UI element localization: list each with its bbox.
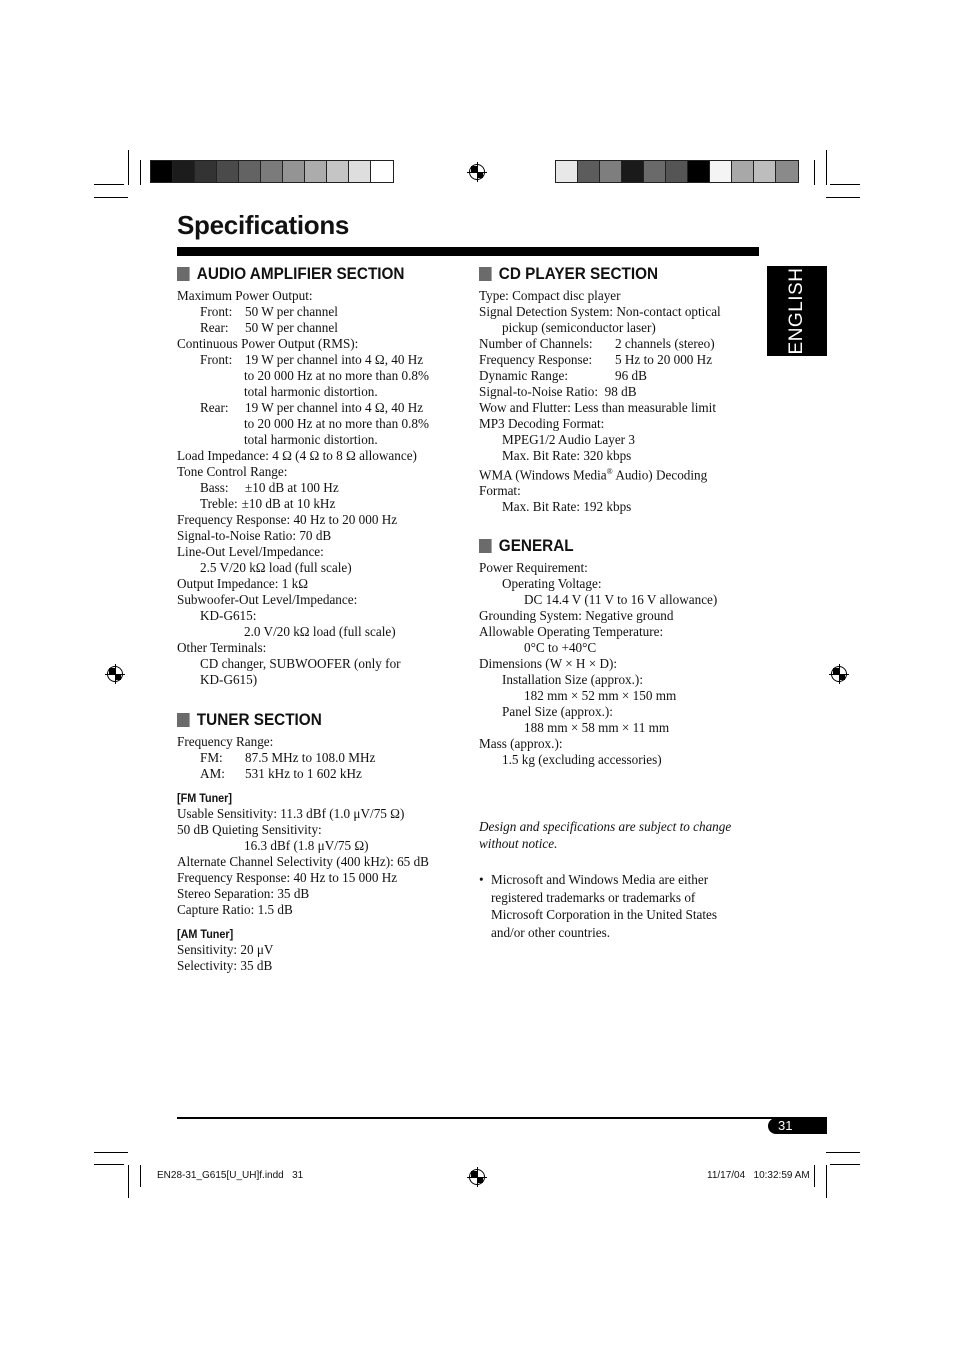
spec-line: 50 dB Quieting Sensitivity:: [177, 822, 322, 837]
color-swatch: [578, 161, 600, 182]
page-number: 31: [768, 1118, 827, 1134]
general-heading: GENERAL: [479, 534, 740, 558]
page-title: Specifications: [177, 210, 350, 240]
language-tab-label: ENGLISH: [786, 267, 807, 355]
spec-line: Alternate Channel Selectivity (400 kHz): 65 dB: [177, 854, 429, 869]
color-swatch: [305, 161, 327, 182]
left-column: [177, 262, 472, 974]
spec-line: Grounding System: Negative ground: [479, 608, 674, 624]
registration-mark-icon: [831, 666, 847, 682]
color-swatch: [556, 161, 578, 182]
spec-line: Frequency Response: 40 Hz to 15 000 Hz: [177, 870, 398, 885]
spec-row: Dynamic Range: 96 dB: [479, 368, 647, 383]
spec-row: Front: 50 W per channel: [200, 304, 338, 319]
title-rule: [177, 247, 759, 256]
spec-line: Signal-to-Noise Ratio: 98 dB: [479, 384, 637, 399]
spec-row: AM: 531 kHz to 1 602 kHz: [200, 766, 362, 781]
cd-player-heading: CD PLAYER SECTION: [479, 262, 740, 286]
color-swatch: [688, 161, 710, 182]
spec-line: KD-G615:: [200, 608, 257, 623]
spec-line: DC 14.4 V (11 V to 16 V allowance): [524, 592, 718, 608]
spec-line: Sensitivity: 20 μV: [177, 942, 274, 957]
registration-mark-icon: [469, 1169, 485, 1185]
spec-line: Max. Bit Rate: 192 kbps: [502, 499, 632, 515]
spec-line: Format:: [479, 483, 521, 499]
color-calibration-bar-right: [555, 160, 799, 183]
color-swatch: [622, 161, 644, 182]
color-swatch: [283, 161, 305, 182]
spec-line: Wow and Flutter: Less than measurable limit: [479, 400, 716, 415]
color-swatch: [217, 161, 239, 182]
spec-line: Frequency Range:: [177, 734, 274, 749]
spec-line: MPEG1/2 Audio Layer 3: [502, 432, 635, 447]
color-swatch: [600, 161, 622, 182]
spec-row: FM: 87.5 MHz to 108.0 MHz: [200, 750, 376, 765]
spec-row: Rear: 50 W per channel: [200, 320, 338, 335]
spec-line: to 20 000 Hz at no more than 0.8%: [244, 416, 429, 431]
spec-line: Signal Detection System: Non-contact optical: [479, 304, 721, 319]
spec-line: Installation Size (approx.):: [502, 672, 643, 688]
spec-line: 16.3 dBf (1.8 μV/75 Ω): [244, 838, 369, 853]
color-swatch: [327, 161, 349, 182]
spec-line: total harmonic distortion.: [244, 384, 378, 399]
right-column: [479, 262, 769, 941]
tuner-heading: TUNER SECTION: [177, 708, 443, 732]
section-box-icon: [177, 267, 190, 281]
color-swatch: [710, 161, 732, 182]
spec-line: Dimensions (W × H × D):: [479, 656, 618, 672]
spec-line: Panel Size (approx.):: [502, 704, 613, 720]
spec-row: Front: 19 W per channel into 4 Ω, 40 Hz: [200, 352, 424, 367]
spec-line: CD changer, SUBWOOFER (only for: [200, 656, 401, 671]
bottom-rule: [177, 1117, 827, 1119]
footer-filename: EN28-31_G615[U_UH]f.indd 31: [157, 1170, 304, 1181]
spec-line: 1.5 kg (excluding accessories): [502, 752, 662, 768]
audio-amplifier-heading: AUDIO AMPLIFIER SECTION: [177, 262, 443, 286]
spec-line: KD-G615): [200, 672, 258, 687]
spec-line: Tone Control Range:: [177, 464, 288, 479]
registration-mark-icon: [469, 164, 485, 180]
trademark-note: • Microsoft and Windows Media are either registered trademarks or trademarks of Microsoft Corporation in the United States and/or other countries.: [479, 872, 717, 940]
spec-line: 2.5 V/20 kΩ load (full scale): [200, 560, 352, 575]
color-swatch: [261, 161, 283, 182]
spec-line: total harmonic distortion.: [244, 432, 378, 447]
spec-line: Load Impedance: 4 Ω (4 Ω to 8 Ω allowance): [177, 448, 417, 463]
color-swatch: [173, 161, 195, 182]
color-swatch: [195, 161, 217, 182]
spec-line: Usable Sensitivity: 11.3 dBf (1.0 μV/75 Ω): [177, 806, 405, 821]
change-notice: Design and specifications are subject to change without notice.: [479, 819, 732, 852]
spec-line: Selectivity: 35 dB: [177, 958, 273, 973]
spec-line: MP3 Decoding Format:: [479, 416, 605, 431]
color-swatch: [776, 161, 798, 182]
color-swatch: [644, 161, 666, 182]
spec-line: to 20 000 Hz at no more than 0.8%: [244, 368, 429, 383]
spec-line: 182 mm × 52 mm × 150 mm: [524, 688, 677, 704]
spec-row: Number of Channels: 2 channels (stereo): [479, 336, 715, 351]
spec-line: Subwoofer-Out Level/Impedance:: [177, 592, 358, 607]
am-tuner-subheading: [AM Tuner]: [177, 927, 234, 941]
section-box-icon: [479, 267, 492, 281]
spec-line: Mass (approx.):: [479, 736, 563, 752]
registered-mark: ®: [606, 467, 613, 476]
spec-line: Operating Voltage:: [502, 576, 602, 592]
color-swatch: [754, 161, 776, 182]
color-swatch: [151, 161, 173, 182]
spec-row: Bass: ±10 dB at 100 Hz: [200, 480, 339, 495]
color-swatch: [666, 161, 688, 182]
spec-row: Rear: 19 W per channel into 4 Ω, 40 Hz: [200, 400, 424, 415]
registration-mark-icon: [107, 666, 123, 682]
spec-line: 188 mm × 58 mm × 11 mm: [524, 720, 670, 736]
spec-row: Frequency Response: 5 Hz to 20 000 Hz: [479, 352, 713, 367]
spec-line: pickup (semiconductor laser): [502, 320, 656, 335]
color-calibration-bar-left: [150, 160, 394, 183]
color-swatch: [732, 161, 754, 182]
fm-tuner-subheading: [FM Tuner]: [177, 791, 232, 805]
language-tab: [767, 266, 827, 356]
spec-line: Maximum Power Output:: [177, 288, 313, 303]
spec-line: Capture Ratio: 1.5 dB: [177, 902, 293, 917]
color-swatch: [239, 161, 261, 182]
section-box-icon: [177, 713, 190, 727]
spec-line: 2.0 V/20 kΩ load (full scale): [244, 624, 396, 639]
spec-line: Type: Compact disc player: [479, 288, 621, 303]
spec-line: Allowable Operating Temperature:: [479, 624, 664, 640]
spec-line: Output Impedance: 1 kΩ: [177, 576, 309, 591]
footer-timestamp: 11/17/04 10:32:59 AM: [707, 1170, 810, 1181]
spec-line: WMA (Windows Media® Audio) Decoding: [479, 467, 708, 483]
spec-line: Stereo Separation: 35 dB: [177, 886, 310, 901]
spec-line: Continuous Power Output (RMS):: [177, 336, 359, 351]
color-swatch: [371, 161, 393, 182]
spec-line: Signal-to-Noise Ratio: 70 dB: [177, 528, 332, 543]
spec-line: Power Requirement:: [479, 560, 588, 576]
spec-line: 0°C to +40°C: [524, 640, 597, 656]
spec-line: Line-Out Level/Impedance:: [177, 544, 324, 559]
spec-row: Treble: ±10 dB at 10 kHz: [200, 496, 336, 511]
spec-line: Max. Bit Rate: 320 kbps: [502, 448, 632, 463]
spec-line: Frequency Response: 40 Hz to 20 000 Hz: [177, 512, 398, 527]
section-box-icon: [479, 539, 492, 553]
spec-line: Other Terminals:: [177, 640, 267, 655]
bullet-icon: •: [479, 872, 484, 888]
color-swatch: [349, 161, 371, 182]
